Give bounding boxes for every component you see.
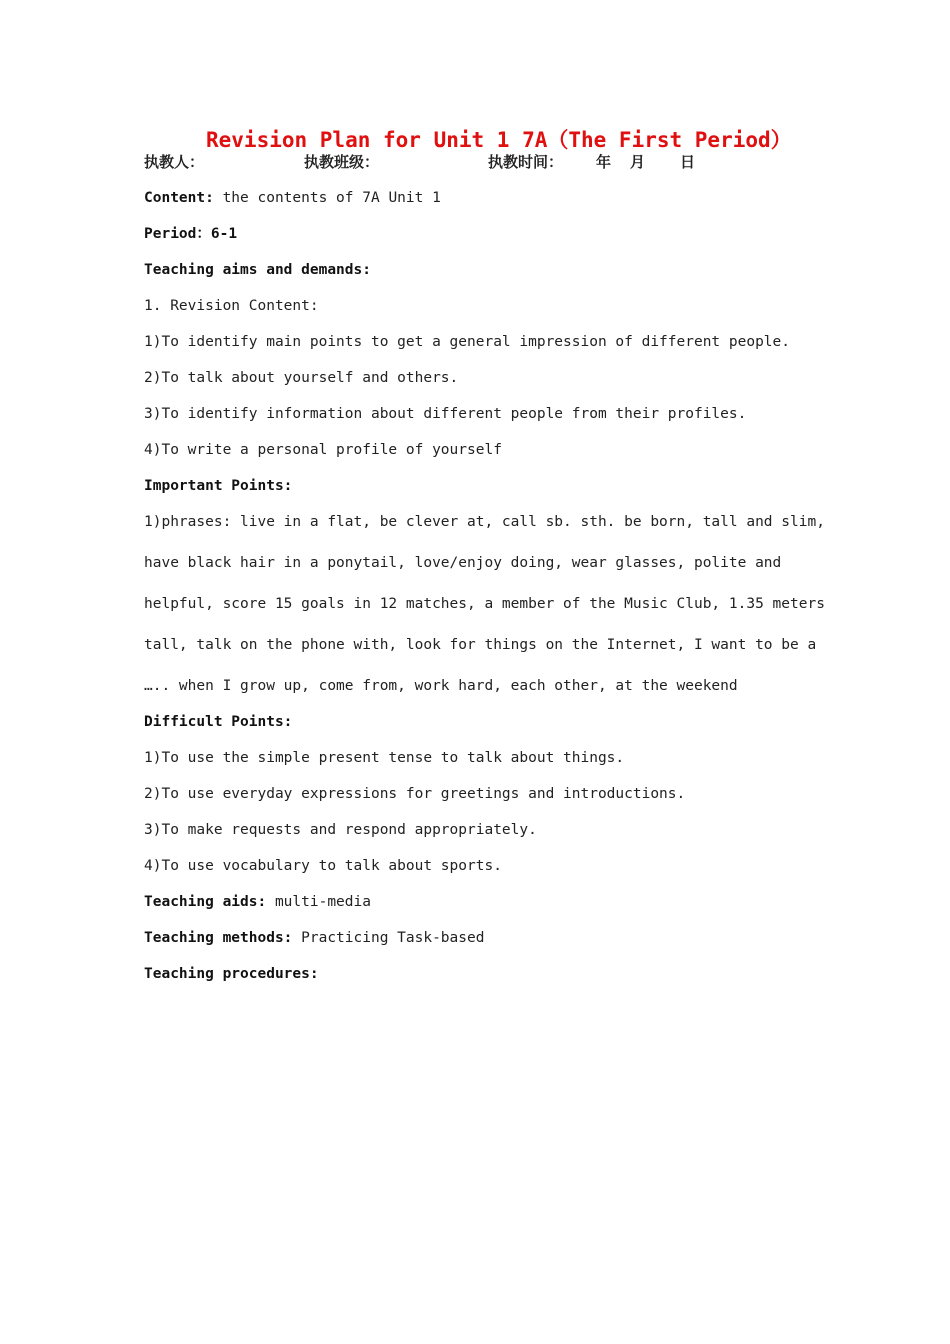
- important-line: helpful, score 15 goals in 12 matches, a member of the Music Club, 1.35 meters: [144, 596, 825, 612]
- important-line: tall, talk on the phone with, look for things on the Internet, I want to be a: [144, 637, 817, 653]
- aims-item: 1)To identify main points to get a general impression of different people.: [144, 334, 791, 350]
- period-row: Period：6-1: [144, 226, 238, 242]
- important-heading: Important Points:: [144, 478, 293, 494]
- day-label: 日: [680, 153, 696, 171]
- aims-heading: Teaching aims and demands:: [144, 262, 371, 278]
- aids-label: Teaching aids:: [144, 894, 267, 910]
- aims-subheading: 1. Revision Content:: [144, 298, 319, 314]
- month-label: 月: [630, 153, 646, 171]
- class-label: 执教班级：: [304, 153, 380, 171]
- difficult-item: 1)To use the simple present tense to talk about things.: [144, 750, 625, 766]
- difficult-item: 4)To use vocabulary to talk about sports.: [144, 858, 502, 874]
- teacher-label: 执教人：: [144, 153, 205, 171]
- aims-item: 2)To talk about yourself and others.: [144, 370, 459, 386]
- time-label: 执教时间：: [488, 153, 564, 171]
- year-label: 年: [596, 153, 612, 171]
- content-row: [144, 188, 441, 208]
- methods-value: Practicing Task-based: [292, 930, 485, 946]
- difficult-item: 2)To use everyday expressions for greetings and introductions.: [144, 786, 686, 802]
- document-title: Revision Plan for Unit 1 7A（The First Period）: [206, 128, 792, 152]
- aims-item: 4)To write a personal profile of yourself: [144, 442, 502, 458]
- aids-row: [144, 892, 371, 912]
- meta-row: [144, 152, 695, 173]
- methods-label: Teaching methods:: [144, 930, 293, 946]
- important-line: 1)phrases: live in a flat, be clever at, call sb. sth. be born, tall and slim,: [144, 514, 825, 530]
- important-line: ….. when I grow up, come from, work hard, each other, at the weekend: [144, 678, 738, 694]
- important-line: have black hair in a ponytail, love/enjoy doing, wear glasses, polite and: [144, 555, 782, 571]
- content-label: Content:: [144, 190, 214, 206]
- procedures-heading: Teaching procedures:: [144, 966, 319, 982]
- content-value: the contents of 7A Unit 1: [213, 190, 441, 206]
- methods-row: [144, 928, 484, 948]
- aims-item: 3)To identify information about different people from their profiles.: [144, 406, 747, 422]
- aids-value: multi-media: [266, 894, 371, 910]
- difficult-item: 3)To make requests and respond appropriately.: [144, 822, 537, 838]
- difficult-heading: Difficult Points:: [144, 714, 293, 730]
